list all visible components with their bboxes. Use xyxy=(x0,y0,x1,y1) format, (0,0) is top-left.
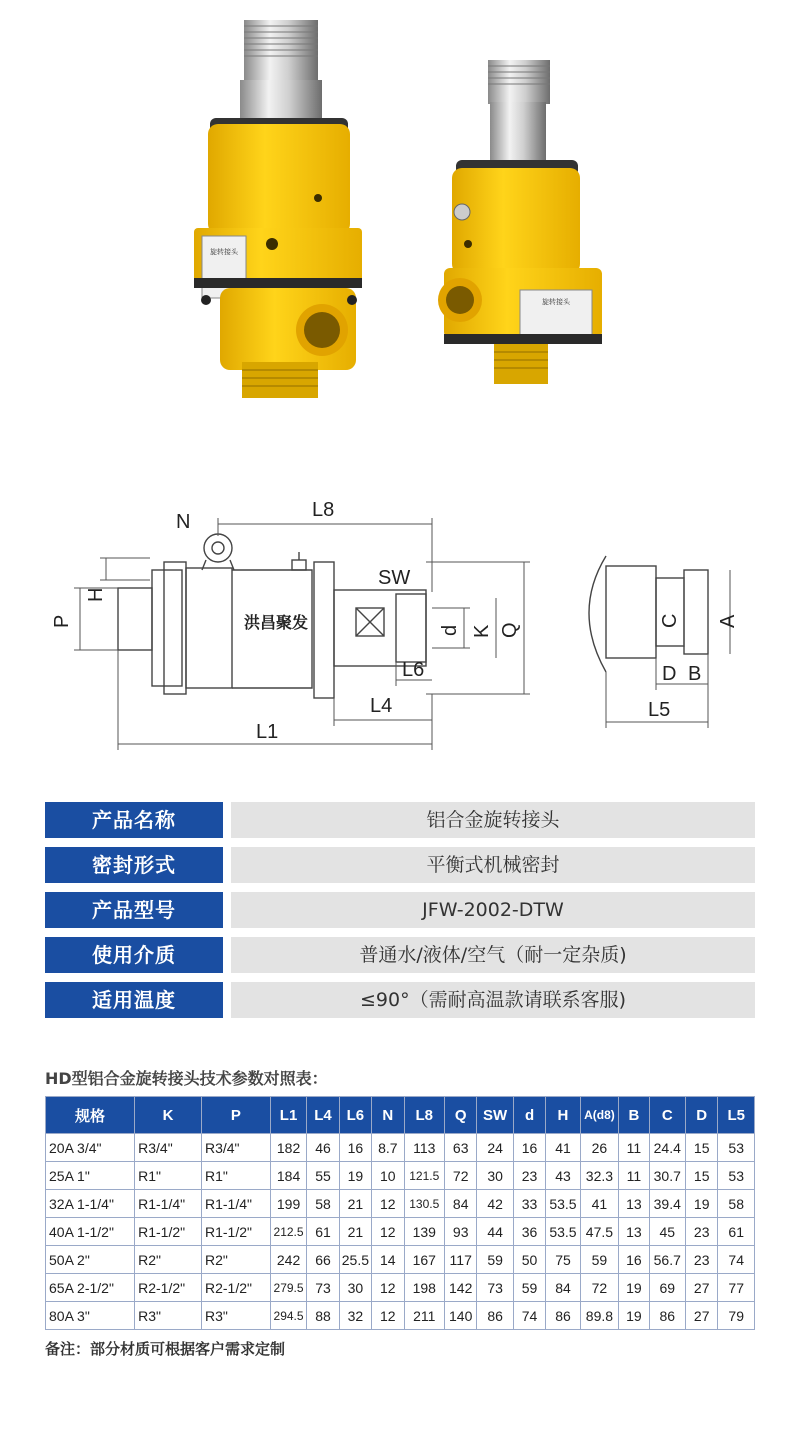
table-cell: 73 xyxy=(477,1274,513,1302)
table-cell: R1" xyxy=(201,1162,270,1190)
table-cell: 30 xyxy=(477,1162,513,1190)
table-cell: 24 xyxy=(477,1134,513,1162)
spec-key: 产品名称 xyxy=(45,802,223,838)
spec-row-seal xyxy=(45,847,755,883)
label-L8: L8 xyxy=(312,499,335,521)
table-cell: 10 xyxy=(372,1162,404,1190)
table-cell: 73 xyxy=(307,1274,339,1302)
table-header-cell: C xyxy=(649,1097,685,1134)
table-cell: 56.7 xyxy=(649,1246,685,1274)
table-cell: 23 xyxy=(686,1246,718,1274)
table-cell: 50 xyxy=(513,1246,545,1274)
table-cell: 30 xyxy=(339,1274,371,1302)
spec-key: 产品型号 xyxy=(45,892,223,928)
label-L5: L5 xyxy=(648,699,671,721)
table-cell: 58 xyxy=(718,1190,755,1218)
table-cell: 59 xyxy=(580,1246,618,1274)
label-L6: L6 xyxy=(402,659,425,681)
table-cell: 44 xyxy=(477,1218,513,1246)
table-cell: 19 xyxy=(686,1190,718,1218)
table-header-cell: L5 xyxy=(718,1097,755,1134)
table-cell: R2-1/2" xyxy=(201,1274,270,1302)
spec-row-temperature xyxy=(45,982,755,1018)
table-cell: 23 xyxy=(513,1162,545,1190)
nameplate-label-small: 旋转接头 xyxy=(210,248,238,256)
dimension-diagram xyxy=(0,440,800,790)
table-cell: R1-1/4" xyxy=(201,1190,270,1218)
table-cell: R3" xyxy=(201,1302,270,1330)
table-cell: 55 xyxy=(307,1162,339,1190)
table-cell: 8.7 xyxy=(372,1134,404,1162)
product-photo-svg xyxy=(0,0,800,440)
table-cell: 182 xyxy=(270,1134,306,1162)
table-cell: 117 xyxy=(445,1246,477,1274)
spec-value: 普通水/液体/空气（耐一定杂质) xyxy=(231,937,755,973)
table-cell: 79 xyxy=(718,1302,755,1330)
table-header-cell: L4 xyxy=(307,1097,339,1134)
table-header-cell: D xyxy=(686,1097,718,1134)
table-cell: 40A 1-1/2" xyxy=(46,1218,135,1246)
table-cell: 12 xyxy=(372,1274,404,1302)
table-cell: 16 xyxy=(339,1134,371,1162)
table-row xyxy=(46,1218,755,1246)
table-cell: 77 xyxy=(718,1274,755,1302)
label-A: A xyxy=(717,614,739,628)
table-cell: 75 xyxy=(546,1246,580,1274)
table-cell: 30.7 xyxy=(649,1162,685,1190)
table-cell: 198 xyxy=(404,1274,445,1302)
table-cell: 65A 2-1/2" xyxy=(46,1274,135,1302)
table-cell: 61 xyxy=(718,1218,755,1246)
table-cell: R2" xyxy=(201,1246,270,1274)
table-cell: 39.4 xyxy=(649,1190,685,1218)
table-cell: 63 xyxy=(445,1134,477,1162)
table-cell: 69 xyxy=(649,1274,685,1302)
table-cell: 86 xyxy=(477,1302,513,1330)
table-cell: 80A 3" xyxy=(46,1302,135,1330)
table-cell: 212.5 xyxy=(270,1218,306,1246)
table-cell: 16 xyxy=(619,1246,649,1274)
table-cell: 19 xyxy=(619,1302,649,1330)
spec-row-model xyxy=(45,892,755,928)
brand-text: 洪昌聚发 xyxy=(244,613,309,632)
table-cell: 32 xyxy=(339,1302,371,1330)
table-cell: 59 xyxy=(513,1274,545,1302)
table-cell: 53 xyxy=(718,1134,755,1162)
table-cell: 20A 3/4" xyxy=(46,1134,135,1162)
table-cell: 12 xyxy=(372,1190,404,1218)
table-header-cell: L6 xyxy=(339,1097,371,1134)
table-cell: 21 xyxy=(339,1190,371,1218)
nameplate-label-big: 旋转接头 xyxy=(542,298,570,306)
table-cell: 279.5 xyxy=(270,1274,306,1302)
spec-row-name xyxy=(45,802,755,838)
label-N: N xyxy=(176,511,191,533)
table-cell: 58 xyxy=(307,1190,339,1218)
table-cell: 294.5 xyxy=(270,1302,306,1330)
label-SW: SW xyxy=(378,567,411,589)
table-cell: 16 xyxy=(513,1134,545,1162)
table-cell: 61 xyxy=(307,1218,339,1246)
spec-key: 密封形式 xyxy=(45,847,223,883)
table-title: HD型铝合金旋转接头技术参数对照表： xyxy=(45,1069,328,1088)
table-cell: 50A 2" xyxy=(46,1246,135,1274)
spec-key: 适用温度 xyxy=(45,982,223,1018)
table-header-row xyxy=(46,1097,755,1134)
table-cell: 42 xyxy=(477,1190,513,1218)
table-header-cell: Q xyxy=(445,1097,477,1134)
table-cell: 140 xyxy=(445,1302,477,1330)
dimension-diagram-svg xyxy=(0,440,800,790)
label-B: B xyxy=(688,663,702,685)
table-header-cell: P xyxy=(201,1097,270,1134)
label-L1: L1 xyxy=(256,721,279,743)
table-cell: R1-1/2" xyxy=(201,1218,270,1246)
label-Q: Q xyxy=(499,622,521,638)
table-row xyxy=(46,1246,755,1274)
table-cell: 84 xyxy=(445,1190,477,1218)
table-cell: 32.3 xyxy=(580,1162,618,1190)
spec-value: 铝合金旋转接头 xyxy=(231,802,755,838)
table-cell: 45 xyxy=(649,1218,685,1246)
table-cell: 26 xyxy=(580,1134,618,1162)
table-cell: 15 xyxy=(686,1134,718,1162)
table-cell: 66 xyxy=(307,1246,339,1274)
table-cell: R3" xyxy=(135,1302,202,1330)
table-cell: 89.8 xyxy=(580,1302,618,1330)
table-header-cell: d xyxy=(513,1097,545,1134)
table-cell: 24.4 xyxy=(649,1134,685,1162)
table-cell: R1" xyxy=(135,1162,202,1190)
parameter-table xyxy=(45,1096,755,1330)
table-cell: 12 xyxy=(372,1302,404,1330)
rotary-joint-small xyxy=(438,60,602,384)
table-cell: 41 xyxy=(580,1190,618,1218)
table-cell: 15 xyxy=(686,1162,718,1190)
table-cell: 167 xyxy=(404,1246,445,1274)
table-cell: 19 xyxy=(619,1274,649,1302)
table-cell: 139 xyxy=(404,1218,445,1246)
table-cell: 19 xyxy=(339,1162,371,1190)
table-cell: 14 xyxy=(372,1246,404,1274)
table-row xyxy=(46,1190,755,1218)
table-cell: 113 xyxy=(404,1134,445,1162)
table-cell: 93 xyxy=(445,1218,477,1246)
table-cell: R1-1/4" xyxy=(135,1190,202,1218)
table-row xyxy=(46,1162,755,1190)
table-header-cell: H xyxy=(546,1097,580,1134)
footnote: 备注：部分材质可根据客户需求定制 xyxy=(45,1340,286,1358)
table-cell: 184 xyxy=(270,1162,306,1190)
table-cell: R2-1/2" xyxy=(135,1274,202,1302)
table-cell: 25.5 xyxy=(339,1246,371,1274)
table-cell: 36 xyxy=(513,1218,545,1246)
table-cell: 11 xyxy=(619,1134,649,1162)
table-cell: 23 xyxy=(686,1218,718,1246)
table-cell: 242 xyxy=(270,1246,306,1274)
table-cell: 130.5 xyxy=(404,1190,445,1218)
table-cell: 53.5 xyxy=(546,1218,580,1246)
table-cell: 74 xyxy=(718,1246,755,1274)
table-cell: 21 xyxy=(339,1218,371,1246)
table-cell: 25A 1" xyxy=(46,1162,135,1190)
spec-row-medium xyxy=(45,937,755,973)
table-row xyxy=(46,1274,755,1302)
table-cell: 13 xyxy=(619,1190,649,1218)
table-cell: 84 xyxy=(546,1274,580,1302)
rotary-joint-large xyxy=(194,20,362,398)
table-header-cell: L8 xyxy=(404,1097,445,1134)
label-C: C xyxy=(659,613,681,628)
table-body xyxy=(46,1134,755,1330)
table-row xyxy=(46,1302,755,1330)
table-header-cell: N xyxy=(372,1097,404,1134)
table-cell: 53.5 xyxy=(546,1190,580,1218)
table-cell: 47.5 xyxy=(580,1218,618,1246)
table-cell: 86 xyxy=(649,1302,685,1330)
table-header-cell: B xyxy=(619,1097,649,1134)
table-cell: 72 xyxy=(580,1274,618,1302)
table-cell: 32A 1-1/4" xyxy=(46,1190,135,1218)
table-header-cell: 规格 xyxy=(46,1097,135,1134)
table-cell: 27 xyxy=(686,1274,718,1302)
table-header-cell: A(d8) xyxy=(580,1097,618,1134)
spec-value: 平衡式机械密封 xyxy=(231,847,755,883)
label-H: H xyxy=(85,587,107,602)
table-header-cell: L1 xyxy=(270,1097,306,1134)
table-cell: 11 xyxy=(619,1162,649,1190)
table-cell: 59 xyxy=(477,1246,513,1274)
table-cell: R3/4" xyxy=(201,1134,270,1162)
table-cell: 86 xyxy=(546,1302,580,1330)
table-cell: 121.5 xyxy=(404,1162,445,1190)
label-K: K xyxy=(471,624,493,638)
spec-value: ≤90°（需耐高温款请联系客服) xyxy=(231,982,755,1018)
table-header-cell: K xyxy=(135,1097,202,1134)
spec-key: 使用介质 xyxy=(45,937,223,973)
table-cell: 53 xyxy=(718,1162,755,1190)
spec-value: JFW-2002-DTW xyxy=(231,892,755,928)
table-cell: 88 xyxy=(307,1302,339,1330)
table-cell: 33 xyxy=(513,1190,545,1218)
label-d: d xyxy=(439,624,461,636)
table-cell: 41 xyxy=(546,1134,580,1162)
table-cell: 46 xyxy=(307,1134,339,1162)
table-cell: R3/4" xyxy=(135,1134,202,1162)
table-cell: 12 xyxy=(372,1218,404,1246)
label-L4: L4 xyxy=(370,695,393,717)
table-cell: 72 xyxy=(445,1162,477,1190)
table-cell: 74 xyxy=(513,1302,545,1330)
table-row xyxy=(46,1134,755,1162)
table-cell: 27 xyxy=(686,1302,718,1330)
label-D: D xyxy=(662,663,677,685)
table-cell: 142 xyxy=(445,1274,477,1302)
table-cell: R2" xyxy=(135,1246,202,1274)
table-cell: 43 xyxy=(546,1162,580,1190)
table-cell: 211 xyxy=(404,1302,445,1330)
table-cell: 13 xyxy=(619,1218,649,1246)
table-cell: 199 xyxy=(270,1190,306,1218)
label-P: P xyxy=(51,614,73,628)
table-cell: R1-1/2" xyxy=(135,1218,202,1246)
table-header-cell: SW xyxy=(477,1097,513,1134)
product-photos xyxy=(0,0,800,440)
